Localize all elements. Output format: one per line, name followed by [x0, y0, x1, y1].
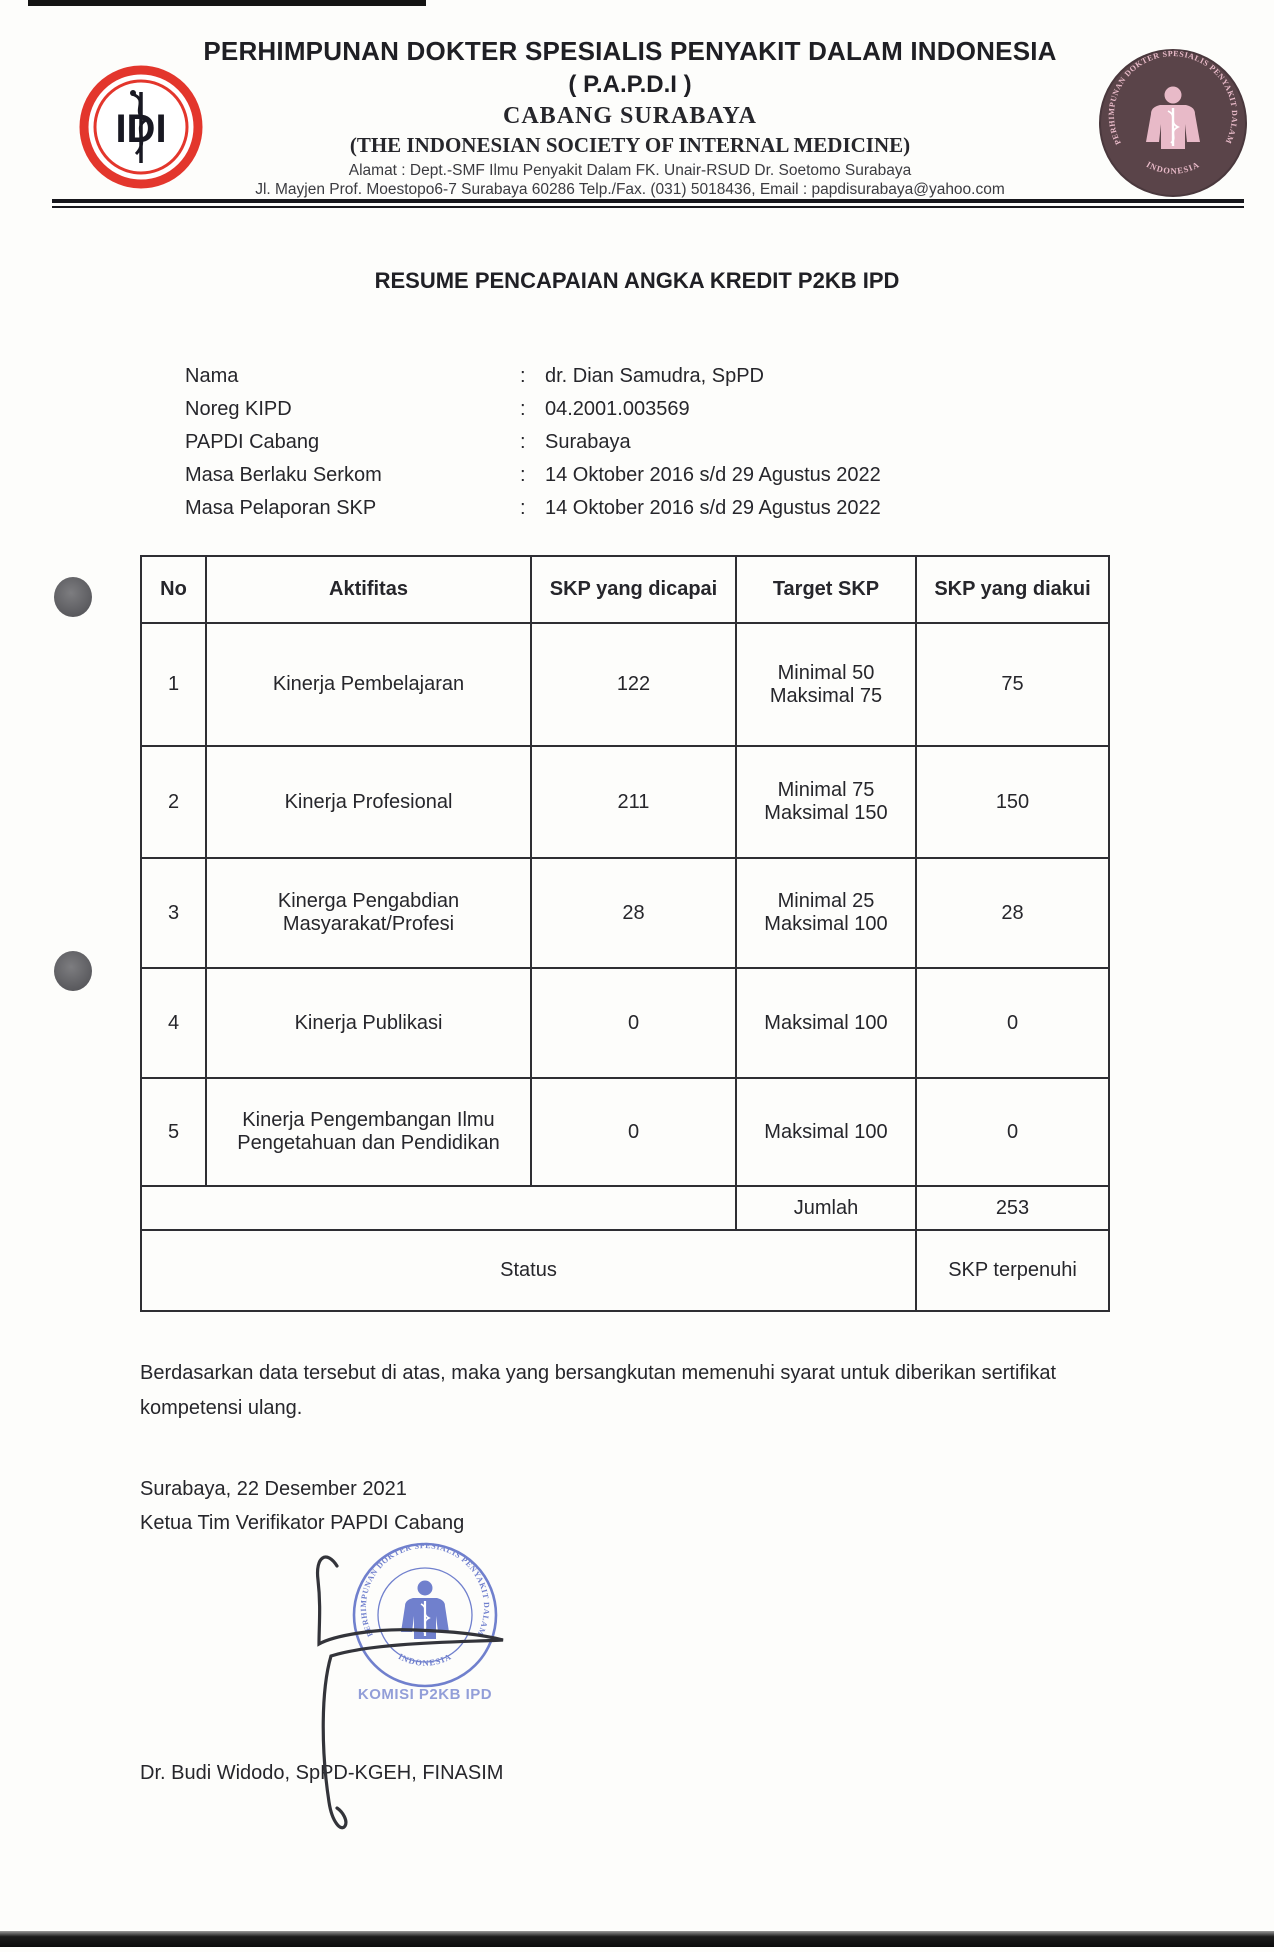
field-value: 14 Oktober 2016 s/d 29 Agustus 2022 [545, 464, 881, 486]
field-colon: : [520, 497, 526, 519]
papdi-logo-icon [1098, 48, 1248, 198]
status-label: Status [141, 1230, 916, 1311]
field-colon: : [520, 431, 526, 453]
field-label: PAPDI Cabang [185, 431, 320, 453]
idi-monogram: IDI [115, 107, 167, 151]
cell-no: 1 [141, 623, 206, 746]
jumlah-label: Jumlah [736, 1186, 916, 1230]
cell-dicapai: 211 [531, 746, 736, 858]
cell-aktifitas: Kinerja Publikasi [206, 968, 531, 1078]
letterhead [170, 36, 1090, 199]
field-papdi-cabang [185, 426, 881, 459]
col-header-target: Target SKP [736, 556, 916, 623]
cell-no: 3 [141, 858, 206, 968]
cell-target: Minimal 25 Maksimal 100 [736, 858, 916, 968]
field-masa-pelaporan-skp [185, 492, 881, 525]
table-row [141, 746, 1109, 858]
stamp-caption: KOMISI P2KB IPD [357, 1686, 493, 1703]
cell-target: Maksimal 100 [736, 1078, 916, 1186]
signer-role: Ketua Tim Verifikator PAPDI Cabang [140, 1512, 465, 1534]
letterhead-divider [52, 199, 1244, 208]
scan-artifact-top [28, 0, 426, 6]
hole-punch [54, 951, 92, 991]
org-abbreviation: ( P.A.P.D.I ) [568, 71, 692, 98]
cell-aktifitas: Kinerja Profesional [206, 746, 531, 858]
cell-diakui: 28 [916, 858, 1109, 968]
stamp-ring-text: PERHIMPUNAN DOKTER SPESIALIS PENYAKIT DALAM [358, 1541, 492, 1639]
table-status-row [141, 1230, 1109, 1311]
cell-diakui: 150 [916, 746, 1109, 858]
field-label: Masa Pelaporan SKP [185, 497, 377, 519]
address-line-2: Jl. Mayjen Prof. Moestopo6-7 Surabaya 60286 Telp./Fax. (031) 5018436, Email : papdisurabaya@yahoo.com [255, 181, 1005, 198]
papdi-ring-text-bottom: INDONESIA [1144, 159, 1202, 176]
cell-aktifitas: Kinerja Pengembangan Ilmu Pengetahuan dan Pendidikan [206, 1078, 531, 1186]
skp-table [140, 555, 1110, 1312]
field-colon: : [520, 464, 526, 486]
scan-artifact-bottom [0, 1931, 1274, 1947]
papdi-ring-text: PERHIMPUNAN DOKTER SPESIALIS PENYAKIT DALAM [1106, 49, 1240, 147]
cell-no: 5 [141, 1078, 206, 1186]
field-masa-berlaku-serkom [185, 459, 881, 492]
field-value: 04.2001.003569 [545, 398, 690, 420]
field-value: Surabaya [545, 431, 631, 453]
col-header-diakui: SKP yang diakui [916, 556, 1109, 623]
cell-dicapai: 28 [531, 858, 736, 968]
cell-diakui: 0 [916, 968, 1109, 1078]
signature [285, 1540, 525, 1850]
org-name-english: (THE INDONESIAN SOCIETY OF INTERNAL MEDICINE) [349, 133, 911, 157]
field-label: Nama [185, 365, 239, 387]
status-value: SKP terpenuhi [916, 1230, 1109, 1311]
field-value: 14 Oktober 2016 s/d 29 Agustus 2022 [545, 497, 881, 519]
col-header-no: No [141, 556, 206, 623]
info-fields [185, 360, 881, 525]
field-colon: : [520, 398, 526, 420]
org-name: PERHIMPUNAN DOKTER SPESIALIS PENYAKIT DALAM INDONESIA [203, 36, 1057, 66]
cell-diakui: 75 [916, 623, 1109, 746]
signer-name: Dr. Budi Widodo, SpPD-KGEH, FINASIM [140, 1762, 504, 1784]
cell-target: Maksimal 100 [736, 968, 916, 1078]
cell-target: Minimal 75 Maksimal 150 [736, 746, 916, 858]
field-label: Masa Berlaku Serkom [185, 464, 382, 486]
table-header-row [141, 556, 1109, 623]
jumlah-value: 253 [916, 1186, 1109, 1230]
org-branch: CABANG SURABAYA [503, 103, 757, 129]
cell-aktifitas: Kinerja Pembelajaran [206, 623, 531, 746]
table-row [141, 623, 1109, 746]
table-row [141, 1078, 1109, 1186]
table-row [141, 968, 1109, 1078]
document-title: RESUME PENCAPAIAN ANGKA KREDIT P2KB IPD [374, 268, 900, 293]
cell-target: Minimal 50 Maksimal 75 [736, 623, 916, 746]
cell-empty [141, 1186, 736, 1230]
cell-dicapai: 122 [531, 623, 736, 746]
cell-no: 2 [141, 746, 206, 858]
cell-dicapai: 0 [531, 968, 736, 1078]
closing-paragraph: Berdasarkan data tersebut di atas, maka yang bersangkutan memenuhi syarat untuk diberikan sertifikat kompetensi ulang. [140, 1362, 1057, 1419]
table-row [141, 858, 1109, 968]
cell-aktifitas: Kinerga Pengabdian Masyarakat/Profesi [206, 858, 531, 968]
cell-dicapai: 0 [531, 1078, 736, 1186]
place-date: Surabaya, 22 Desember 2021 [140, 1478, 407, 1500]
field-value: dr. Dian Samudra, SpPD [545, 365, 764, 387]
table-total-row [141, 1186, 1109, 1230]
cell-no: 4 [141, 968, 206, 1078]
field-colon: : [520, 365, 526, 387]
address-line-1: Alamat : Dept.-SMF Ilmu Penyakit Dalam FK. Unair-RSUD Dr. Soetomo Surabaya [348, 162, 912, 179]
hole-punch [54, 577, 92, 617]
field-noreg-kipd [185, 393, 881, 426]
col-header-dicapai: SKP yang dicapai [531, 556, 736, 623]
col-header-aktifitas: Aktifitas [206, 556, 531, 623]
cell-diakui: 0 [916, 1078, 1109, 1186]
stamp-ring-text-bottom: INDONESIA [396, 1651, 454, 1668]
field-nama [185, 360, 881, 393]
field-label: Noreg KIPD [185, 398, 292, 420]
